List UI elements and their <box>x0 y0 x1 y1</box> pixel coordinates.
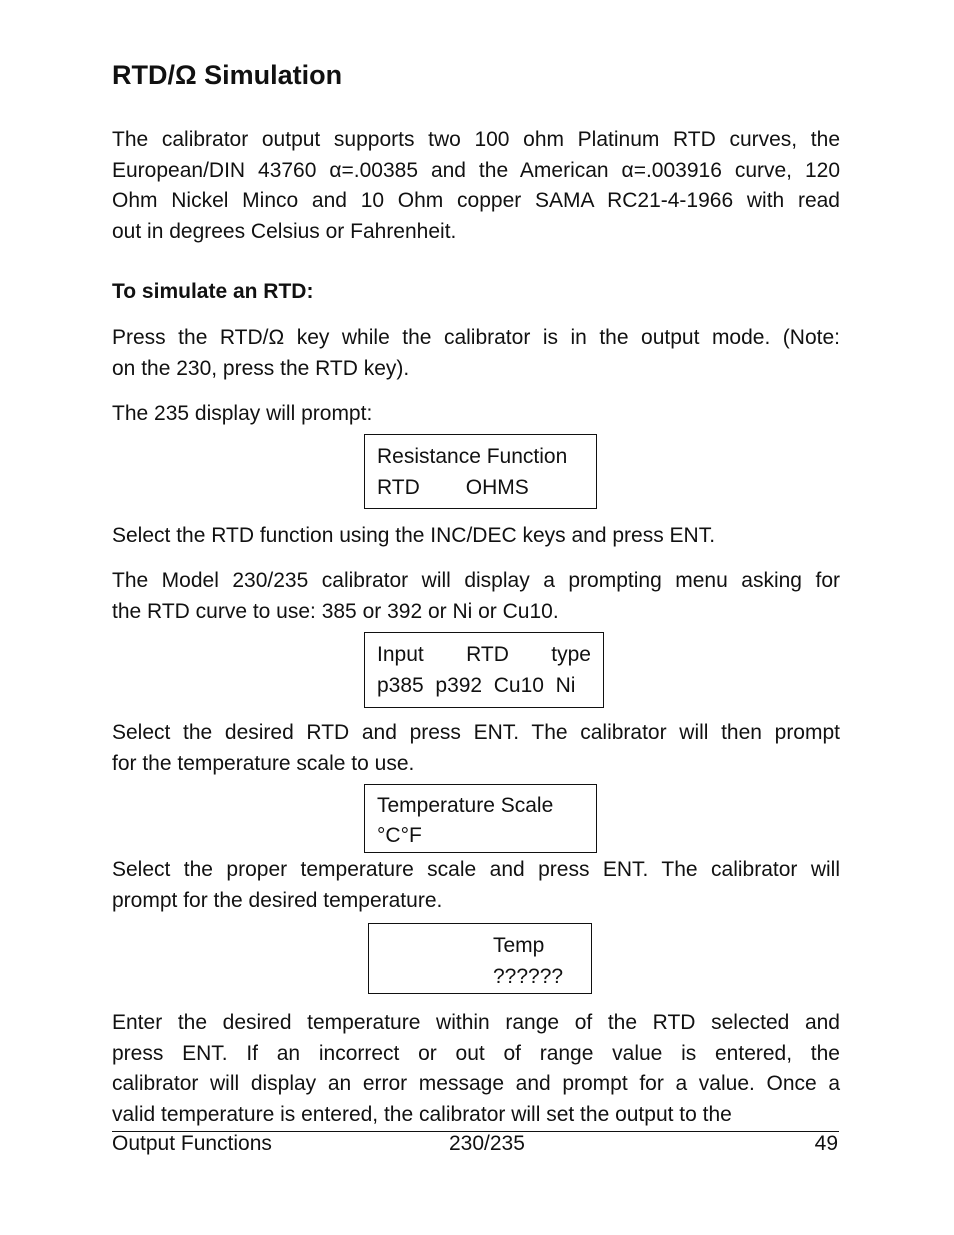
step5-line: Select the proper temperature scale and press ENT. The calibrator will <box>112 858 840 881</box>
step6-line: valid temperature is entered, the calibrator will set the output to the <box>112 1102 732 1126</box>
intro-line: European/DIN 43760 α=.00385 and the American α=.003916 curve, 120 <box>112 158 840 182</box>
section-subheading: To simulate an RTD: <box>112 280 314 303</box>
step6-paragraph <box>112 1008 840 1130</box>
lcd-line-1 <box>377 639 591 670</box>
intro-paragraph <box>112 125 840 247</box>
page-title: RTD/Ω Simulation <box>112 60 343 90</box>
lcd-display-resistance-function <box>364 434 597 509</box>
lcd-line-1: Temperature Scale <box>377 794 554 817</box>
intro-line: Ohm Nickel Minco and 10 Ohm copper SAMA RC21-4-1966 with read <box>112 189 840 212</box>
step6-line: Enter the desired temperature within range of the RTD selected and <box>112 1011 840 1034</box>
lcd-display-temp <box>368 923 592 994</box>
step1-paragraph <box>112 323 840 384</box>
step3-paragraph <box>112 566 840 627</box>
lcd-line-2: ?????? <box>493 965 564 988</box>
lcd-display-temperature-scale <box>364 784 597 853</box>
lcd-line-2: °C°F <box>377 824 422 847</box>
step3-line: The Model 230/235 calibrator will display a prompting menu asking for <box>112 569 840 592</box>
lcd-option-ohms: OHMS <box>465 476 529 499</box>
lcd-display-input-rtd-type <box>364 632 604 708</box>
step5-line: prompt for the desired temperature. <box>112 888 443 912</box>
step5-paragraph <box>112 855 840 916</box>
step6-line: press ENT. If an incorrect or out of range value is entered, the <box>112 1041 840 1065</box>
intro-line: out in degrees Celsius or Fahrenheit. <box>112 219 457 243</box>
step1-line: Press the RTD/Ω key while the calibrator is in the output mode. (Note: <box>112 326 840 349</box>
lcd-word: RTD <box>466 643 509 666</box>
lcd-line-1: Resistance Function <box>377 445 568 468</box>
intro-line: The calibrator output supports two 100 ohm Platinum RTD curves, the <box>112 128 840 151</box>
footer-model: 230/235 <box>449 1132 525 1155</box>
lcd-line-2: p385 p392 Cu10 Ni <box>377 674 576 697</box>
footer-section-name: Output Functions <box>112 1132 272 1155</box>
step4-line: for the temperature scale to use. <box>112 751 415 775</box>
step6-line: calibrator will display an error message and prompt for a value. Once a <box>112 1072 840 1095</box>
lcd-line-1: Temp <box>493 934 545 957</box>
lcd-line-2 <box>377 472 596 503</box>
footer-page-number: 49 <box>814 1132 838 1155</box>
step3-line: the RTD curve to use: 385 or 392 or Ni or Cu10. <box>112 599 559 623</box>
lcd-word: Input <box>377 643 424 666</box>
prompt-intro-text: The 235 display will prompt: <box>112 402 373 425</box>
step1-line: on the 230, press the RTD key). <box>112 356 410 380</box>
step4-line: Select the desired RTD and press ENT. The calibrator will then prompt <box>112 721 840 744</box>
step4-paragraph <box>112 718 840 779</box>
lcd-option-rtd: RTD <box>377 476 420 499</box>
step2-text: Select the RTD function using the INC/DEC keys and press ENT. <box>112 524 716 547</box>
lcd-word: type <box>551 643 591 666</box>
